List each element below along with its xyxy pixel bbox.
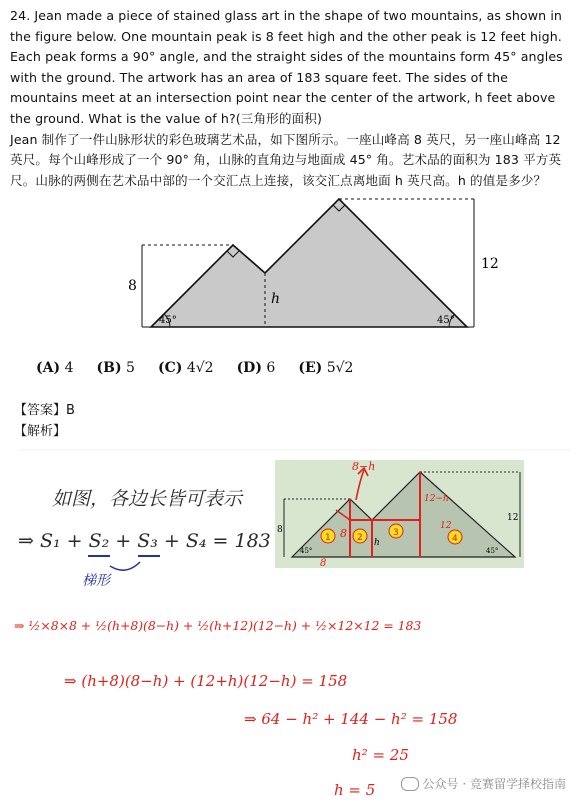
diag-label-8-inner: 8 (340, 527, 347, 540)
diag-label-12-slant: 12 (440, 521, 452, 531)
choice-a: (A) 4 (36, 360, 74, 376)
diag-angle-left: 45° (300, 547, 313, 555)
watermark-text: 公众号 · 竞赛留学择校指南 (422, 777, 566, 791)
diag-label-top: 8−h (352, 460, 376, 473)
label-left-height: 8 (128, 278, 137, 294)
circle-2: 2 (357, 533, 363, 543)
problem-english: 24. Jean made a piece of stained glass art in the shape of two mountains, as shown in the figure below. One mountain peak is 8 feet high and the other peak is 12 feet high. Each peak forms a 90° angle, and the straight sides of the mountains form 45° angles with the ground. The artwork has an area of 183 square feet. The sides of the mountains meet at an intersection point near the center of the artwork, h feet above the ground. What is the value of h?(三角形的面积) (10, 8, 563, 126)
label-right-height: 12 (481, 256, 499, 272)
circle-3: 3 (393, 528, 399, 538)
choice-b: (B) 5 (96, 360, 135, 376)
sol-eq5: h = 5 (334, 781, 376, 799)
sol-area-sum: ⇒ S₁ + S₂ + S₃ + S₄ = 183 (18, 530, 271, 552)
label-h: h (271, 291, 281, 307)
answer-label: 【答案】B (14, 403, 75, 418)
circle-4: 4 (452, 534, 458, 544)
circle-1: 1 (325, 533, 331, 543)
diag-label-h: h (374, 538, 380, 548)
sol-note: 如图，各边长皆可表示 (52, 488, 243, 510)
choice-c: (C) 4√2 (157, 360, 214, 376)
sol-eq4: h² = 25 (352, 746, 409, 764)
diag-label-12-h: 12−h (424, 494, 449, 504)
sol-eq1: ⇒ ½×8×8 + ½(h+8)(8−h) + ½(h+12)(12−h) + ½×12×12 = 183 (14, 618, 422, 633)
sol-eq3: ⇒ 64 − h² + 144 − h² = 158 (244, 710, 458, 728)
choice-e: (E) 5√2 (298, 360, 354, 376)
sol-trap-note: 梯形 (82, 573, 110, 589)
label-angle-left: 45° (159, 315, 177, 326)
diag-angle-right: 45° (486, 547, 499, 555)
choice-d: (D) 6 (236, 360, 276, 376)
diag-label-12-right: 12 (507, 513, 519, 523)
analysis-label: 【解析】 (14, 424, 67, 439)
wechat-icon (401, 777, 419, 791)
label-angle-right: 45° (437, 315, 455, 326)
problem-chinese: Jean 制作了一件山脉形状的彩色玻璃艺术品，如下图所示。一座山峰高 8 英尺，另一座山峰高 12 英尺。每个山峰形成了一个 90° 角，山脉的直角边与地面成 45° 角。艺术品的面积为 183 平方英尺。山脉的两侧在艺术品中部的一个交汇点上连接，该交汇点离地面 h 英尺高。h 的值是多少？ (10, 131, 562, 188)
diag-label-8-bottom: 8 (320, 558, 327, 569)
sol-eq2: ⇒ (h+8)(8−h) + (12+h)(12−h) = 158 (64, 672, 348, 690)
diag-label-8-outer: 8 (277, 525, 283, 535)
watermark (401, 775, 566, 792)
